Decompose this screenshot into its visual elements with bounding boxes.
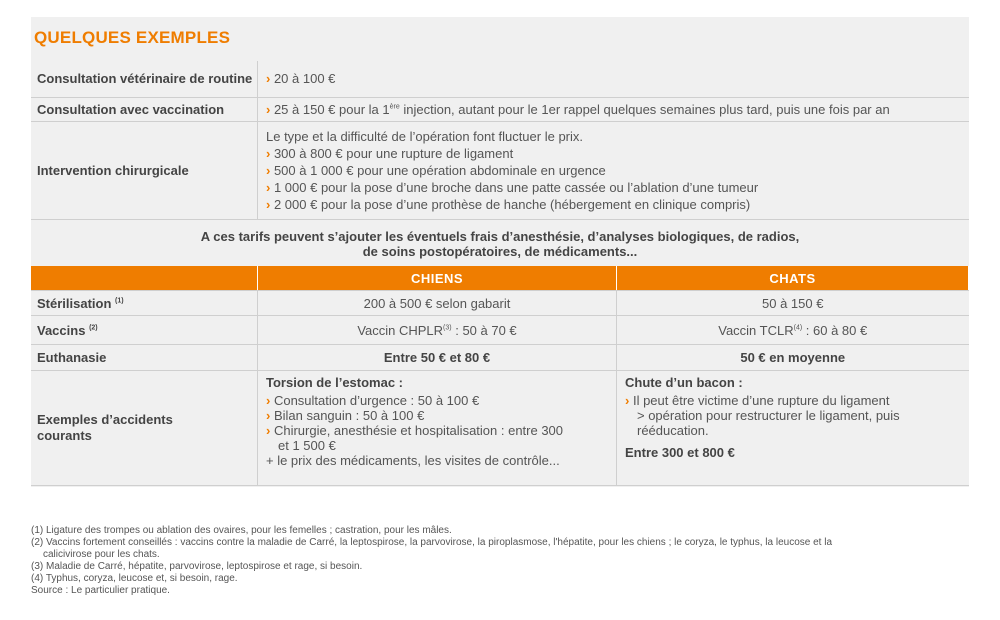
table-row (31, 316, 969, 345)
table-header-row (31, 266, 969, 291)
label-text: Vaccins (37, 322, 86, 338)
row-label: Consultation avec vaccination (31, 97, 258, 121)
pricing-table (31, 266, 969, 486)
accident-title: Chute d’un bacon : (625, 375, 743, 390)
examples-table (31, 61, 969, 220)
bullet-arrow-icon: › (625, 393, 630, 408)
value-line: › 20 à 100 € (266, 71, 336, 87)
row-value (258, 61, 970, 97)
footnotes (31, 525, 981, 597)
row-label: Intervention chirurgicale (31, 121, 258, 219)
dogs-value: Entre 50 € et 80 € (258, 345, 617, 371)
value-text: injection, autant pour le 1er rappel quelques semaines plus tard, puis une fois par an (399, 101, 890, 117)
dogs-value (258, 316, 617, 345)
note-line: A ces tarifs peuvent s’ajouter les éventuels frais d’anesthésie, d’analyses biologiques, de radios, (200, 229, 800, 244)
bullet-arrow-icon: › (266, 101, 271, 117)
value-text: : 50 à 70 € (451, 322, 517, 338)
table-row (31, 371, 969, 486)
bullet-arrow-icon: › (266, 162, 271, 178)
table-row (31, 121, 969, 219)
value-line: › Bilan sanguin : 50 à 100 € (266, 408, 425, 423)
header-dogs: CHIENS (258, 266, 617, 291)
footnote: (3) Maladie de Carré, hépatite, parvovirose, leptospirose et rage, si besoin. (31, 561, 363, 572)
label-line: Exemples d’accidents (37, 412, 173, 427)
extra-fees-note (31, 229, 969, 259)
row-label: Euthanasie (31, 345, 258, 371)
footnote-ref: (2) (89, 324, 98, 332)
cats-value: 50 à 150 € (617, 291, 969, 316)
table-row (31, 61, 969, 97)
source: Source : Le particulier pratique. (31, 585, 170, 596)
section-title: QUELQUES EXEMPLES (34, 28, 231, 47)
cats-value (617, 371, 969, 486)
footnote-ref: (4) (793, 324, 803, 332)
row-value (258, 121, 970, 219)
bullet-arrow-icon: › (266, 423, 271, 438)
footnote: (2) Vaccins fortement conseillés : vaccins contre la maladie de Carré, la leptospirose, la parvovirose, la piroplasmose, l'hépatite, pour les chiens ; le coryza, le typhus, la leucose et la (31, 537, 833, 548)
value-text: › 25 à 150 € pour la 1 (266, 101, 390, 117)
dogs-value: 200 à 500 € selon gabarit (258, 291, 617, 316)
bullet-arrow-icon: › (266, 145, 271, 161)
bullet-arrow-icon: › (266, 408, 271, 423)
value-text: Vaccin CHPLR (357, 322, 444, 338)
cats-value (617, 316, 969, 345)
table-row (31, 97, 969, 121)
bullet-arrow-icon: › (266, 196, 271, 212)
value-line: rééducation. (637, 423, 709, 438)
value-line: › Consultation d’urgence : 50 à 100 € (266, 393, 480, 408)
value-line: Le type et la difficulté de l’opération font fluctuer le prix. (266, 128, 584, 144)
row-label (31, 316, 258, 345)
row-label: Consultation vétérinaire de routine (31, 61, 258, 97)
row-label (31, 291, 258, 316)
row-label (31, 371, 258, 486)
footnote-ref: (3) (443, 324, 452, 332)
value-line: > opération pour restructurer le ligament, puis (637, 408, 900, 423)
footnote: (4) Typhus, coryza, leucose et, si besoin, rage. (31, 573, 238, 584)
value-text: Vaccin TCLR (718, 322, 794, 338)
value-line: › Chirurgie, anesthésie et hospitalisation : entre 300 (266, 423, 564, 438)
superscript: ère (389, 103, 400, 111)
accident-total: Entre 300 et 800 € (625, 445, 735, 460)
note-line: de soins postopératoires, de médicaments... (362, 244, 638, 259)
value-text: : 60 à 80 € (802, 322, 868, 338)
footnote: (1) Ligature des trompes ou ablation des ovaires, pour les femelles ; castration, pour les mâles. (31, 525, 452, 536)
footnote: calicivirose pour les chats. (43, 549, 160, 560)
accident-title: Torsion de l’estomac : (266, 375, 404, 390)
row-value (258, 97, 970, 121)
value-line: › 1 000 € pour la pose d’une broche dans une patte cassée ou l’ablation d’une tumeur (266, 179, 759, 195)
header-cats: CHATS (617, 266, 969, 291)
bullet-arrow-icon: › (266, 179, 271, 195)
value-line: › 2 000 € pour la pose d’une prothèse de hanche (hébergement en clinique compris) (266, 196, 751, 212)
dogs-value (258, 371, 617, 486)
table-row (31, 345, 969, 371)
bullet-arrow-icon: › (266, 71, 271, 87)
header-empty-cell (31, 266, 258, 291)
value-line: + le prix des médicaments, les visites de contrôle... (266, 453, 560, 468)
value-line: › 300 à 800 € pour une rupture de ligament (266, 145, 514, 161)
table-row (31, 291, 969, 316)
value-line: › Il peut être victime d’une rupture du ligament (625, 393, 890, 408)
bullet-arrow-icon: › (266, 393, 271, 408)
value-line: › 500 à 1 000 € pour une opération abdominale en urgence (266, 162, 606, 178)
label-text: Stérilisation (37, 295, 112, 311)
value-line: et 1 500 € (278, 438, 336, 453)
cats-value: 50 € en moyenne (617, 345, 969, 371)
label-line: courants (37, 428, 92, 443)
footnote-ref: (1) (115, 297, 124, 305)
